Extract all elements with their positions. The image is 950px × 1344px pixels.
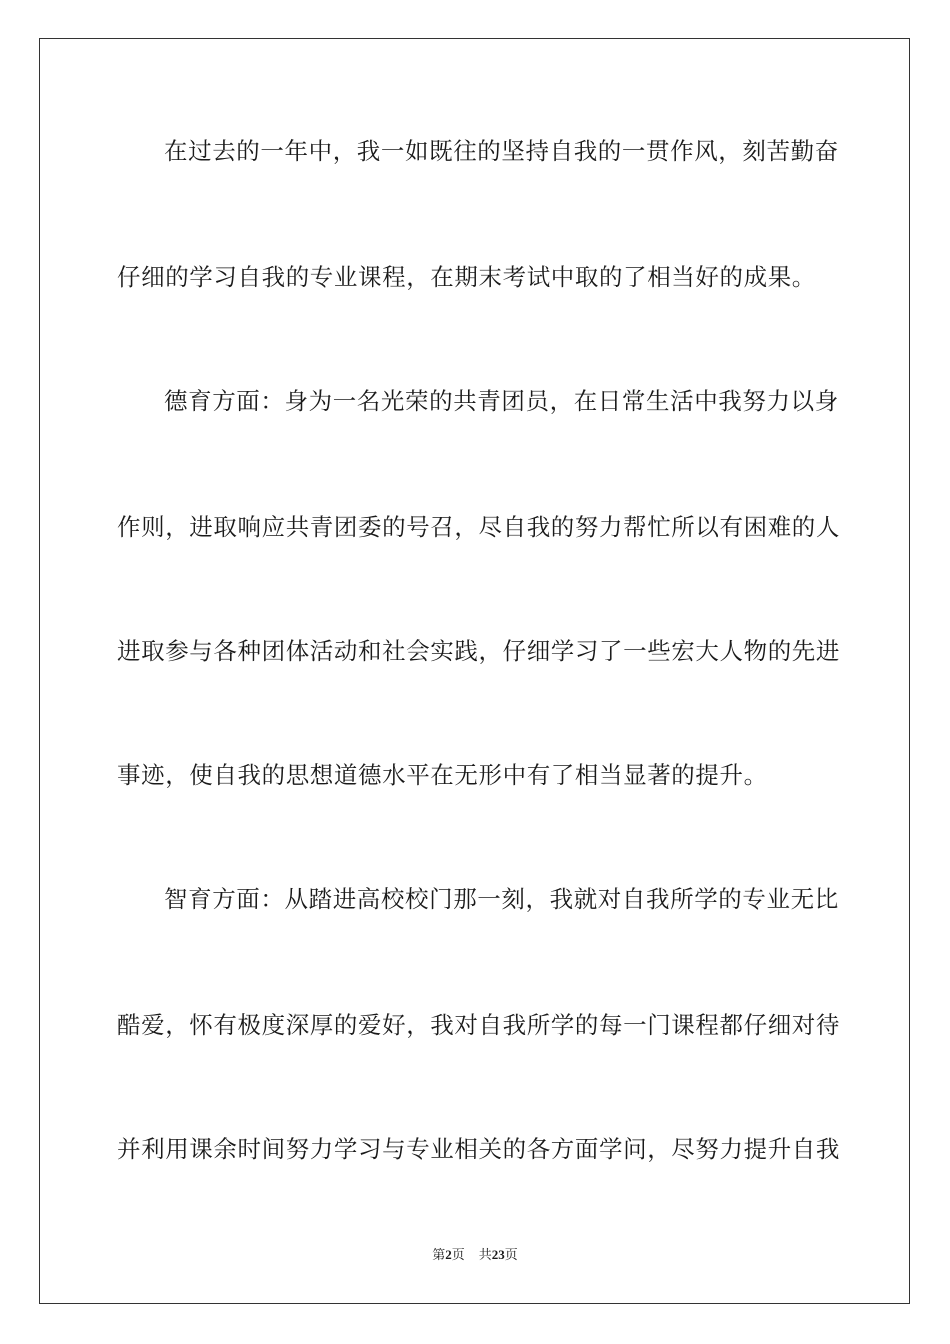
- total-label-suffix: 页: [504, 1248, 518, 1263]
- total-label-prefix: 共: [478, 1248, 492, 1263]
- paragraph-2-line-2: 作则，进取响应共青团委的号召，尽自我的努力帮忙所以有困难的人: [117, 513, 840, 541]
- page-label-prefix: 第: [432, 1248, 446, 1263]
- paragraph-2-line-1: 德育方面：身为一名光荣的共青团员，在日常生活中我努力以身: [164, 387, 839, 415]
- paragraph-3-line-3: 并利用课余时间努力学习与专业相关的各方面学问，尽努力提升自我: [117, 1135, 840, 1163]
- paragraph-2-line-3: 进取参与各种团体活动和社会实践，仔细学习了一些宏大人物的先进: [117, 637, 840, 665]
- page-footer: [0, 1246, 950, 1265]
- page-label-suffix: 页: [451, 1248, 465, 1263]
- paragraph-2-line-4: 事迹，使自我的思想道德水平在无形中有了相当显著的提升。: [117, 761, 768, 789]
- total-pages: 23: [491, 1247, 505, 1262]
- paragraph-1-line-1: 在过去的一年中，我一如既往的坚持自我的一贯作风，刻苦勤奋: [164, 137, 839, 165]
- paragraph-3-line-1: 智育方面：从踏进高校校门那一刻，我就对自我所学的专业无比: [164, 885, 839, 913]
- paragraph-1-line-2: 仔细的学习自我的专业课程，在期末考试中取的了相当好的成果。: [117, 263, 816, 291]
- page-number: 2: [445, 1247, 452, 1262]
- page-border: [39, 38, 910, 1304]
- paragraph-3-line-2: 酷爱，怀有极度深厚的爱好，我对自我所学的每一门课程都仔细对待: [117, 1011, 840, 1039]
